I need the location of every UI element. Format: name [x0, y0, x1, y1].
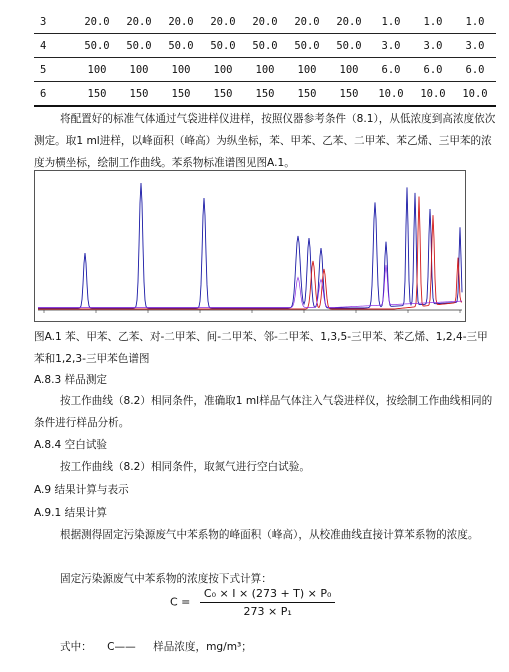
- table-cell: 1.0: [412, 10, 454, 34]
- table-cell: 100: [244, 58, 286, 82]
- table-cell: 6.0: [412, 58, 454, 82]
- table-cell: 3.0: [370, 34, 412, 58]
- table-cell: 3: [34, 10, 76, 34]
- table-cell: 3.0: [454, 34, 496, 58]
- table-cell: 20.0: [118, 10, 160, 34]
- concentration-formula: [170, 587, 335, 618]
- table-cell: 150: [118, 82, 160, 107]
- table-cell: 20.0: [76, 10, 118, 34]
- table-row: [34, 34, 496, 58]
- table-cell: 50.0: [328, 34, 370, 58]
- table-cell: 100: [160, 58, 202, 82]
- section-a84-title: A.8.4 空白试验: [34, 439, 108, 451]
- table-cell: 100: [76, 58, 118, 82]
- table-cell: 4: [34, 34, 76, 58]
- table-cell: 3.0: [412, 34, 454, 58]
- table-cell: 20.0: [328, 10, 370, 34]
- table-cell: 20.0: [202, 10, 244, 34]
- standard-concentration-table: [34, 10, 496, 107]
- table-cell: 10.0: [412, 82, 454, 107]
- table-cell: 100: [202, 58, 244, 82]
- table-cell: 50.0: [286, 34, 328, 58]
- table-cell: 20.0: [244, 10, 286, 34]
- legend-desc: 样品浓度，mg/m³；: [153, 641, 252, 653]
- formula-fraction: [200, 587, 336, 618]
- table-cell: 50.0: [118, 34, 160, 58]
- chromatogram-frame: [35, 171, 466, 322]
- table-cell: 150: [202, 82, 244, 107]
- chromatogram-figure: [34, 170, 466, 322]
- table-cell: 50.0: [202, 34, 244, 58]
- legend-label: 式中：: [60, 641, 92, 653]
- table-cell: 5: [34, 58, 76, 82]
- table-cell: 1.0: [454, 10, 496, 34]
- formula-legend: [60, 636, 509, 658]
- table-row: [34, 82, 496, 107]
- table-cell: 50.0: [244, 34, 286, 58]
- table-cell: 150: [286, 82, 328, 107]
- figure-caption: 图A.1 苯、甲苯、乙苯、对-二甲苯、间-二甲苯、邻-二甲苯、1,3,5-三甲苯、苯乙烯、1,2,4-三甲苯和1,2,3-三甲苯色谱图: [34, 331, 488, 365]
- section-a9-title: A.9 结果计算与表示: [34, 484, 129, 496]
- legend-symbol: C——: [107, 641, 136, 653]
- section-a83-text: 按工作曲线（8.2）相同条件，准确取1 ml样品气体注入气袋进样仪，按绘制工作曲线相同的条件进行样品分析。: [34, 395, 493, 429]
- formula-intro: 固定污染源废气中苯系物的浓度按下式计算：: [60, 573, 272, 585]
- table-cell: 6.0: [454, 58, 496, 82]
- table-cell: 6: [34, 82, 76, 107]
- formula-denominator: 273 × P₁: [243, 605, 292, 618]
- table-cell: 1.0: [370, 10, 412, 34]
- section-a91-text: 根据测得固定污染源废气中苯系物的峰面积（峰高），从校准曲线直接计算苯系物的浓度。: [60, 529, 479, 541]
- table-cell: 100: [286, 58, 328, 82]
- formula-numerator: C₀ × I × (273 + T) × P₀: [200, 587, 336, 603]
- formula-lhs: C =: [170, 595, 191, 609]
- table-cell: 150: [244, 82, 286, 107]
- table-cell: 150: [160, 82, 202, 107]
- table-cell: 100: [328, 58, 370, 82]
- table-cell: 150: [328, 82, 370, 107]
- table-cell: 10.0: [370, 82, 412, 107]
- paragraph-calibration: 将配置好的标准气体通过气袋进样仪进样，按照仪器参考条件（8.1），从低浓度到高浓度依次测定。取1 ml进样，以峰面积（峰高）为纵坐标，苯、甲苯、乙苯、二甲苯、苯乙烯、三甲苯的浓度为横坐标，绘制工作曲线。苯系物标准谱图见图A.1。: [34, 113, 496, 169]
- section-a84-text: 按工作曲线（8.2）相同条件，取氮气进行空白试验。: [60, 461, 310, 473]
- table-cell: 20.0: [286, 10, 328, 34]
- table-cell: 10.0: [454, 82, 496, 107]
- table-row: [34, 58, 496, 82]
- section-a91-title: A.9.1 结果计算: [34, 507, 108, 519]
- section-a83-title: A.8.3 样品测定: [34, 374, 108, 386]
- table-row: [34, 10, 496, 34]
- table-cell: 50.0: [76, 34, 118, 58]
- table-cell: 20.0: [160, 10, 202, 34]
- table-cell: 150: [76, 82, 118, 107]
- table-cell: 6.0: [370, 58, 412, 82]
- table-cell: 100: [118, 58, 160, 82]
- table-cell: 50.0: [160, 34, 202, 58]
